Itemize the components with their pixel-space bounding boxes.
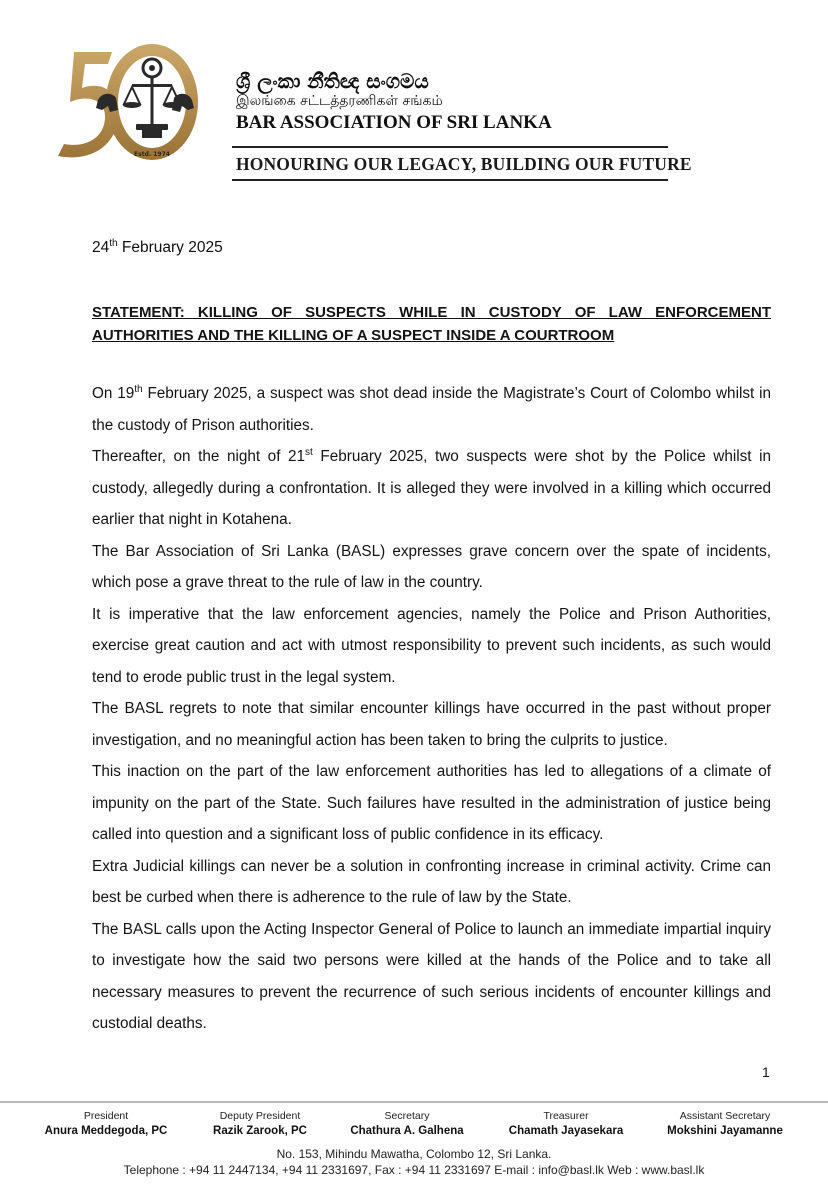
logo-established-badge: Estd. 1974	[134, 151, 170, 158]
officer-treasurer: Treasurer Chamath Jayasekara	[508, 1110, 624, 1137]
slogan: HONOURING OUR LEGACY, BUILDING OUR FUTURE	[236, 154, 692, 174]
sinhala-name: ශ්‍රී ලංකා නීතිඥ සංගමය	[236, 69, 429, 93]
slogan-top-rule	[232, 146, 668, 148]
paragraph: Thereafter, on the night of 21st February 2025, two suspects were shot by the Police whilst in custody, allegedly during a confrontation. It is alleged they were involved in a killing which occurred earlier that night in Kotahena.	[92, 446, 771, 528]
footer-rule	[0, 1101, 828, 1103]
office-bearers	[0, 1110, 828, 1142]
tamil-name: இலங்கை சட்டத்தரணிகள் சங்கம்	[236, 93, 443, 109]
slogan-bottom-rule	[232, 179, 668, 181]
footer-address: No. 153, Mihindu Mawatha, Colombo 12, Sri Lanka.	[276, 1147, 552, 1161]
page-number: 1	[762, 1064, 770, 1080]
paragraph: The Bar Association of Sri Lanka (BASL) expresses grave concern over the spate of incidents, which pose a grave threat to the rule of law in the country.	[92, 542, 771, 591]
statement-body	[92, 378, 771, 1040]
footer-contact: Telephone : +94 11 2447134, +94 11 2331697, Fax : +94 11 2331697 E-mail : info@basl.lk Web : www.basl.lk	[123, 1163, 705, 1177]
paragraph: This inaction on the part of the law enforcement authorities has led to allegations of a climate of impunity on the part of the State. Such failures have resulted in the administration of justice being called into question and a significant loss of public confidence in its efficacy.	[92, 763, 771, 843]
paragraph: It is imperative that the law enforcement agencies, namely the Police and Prison Authorities, exercise great caution and act with utmost responsibility to prevent such incidents, as such would tend to erode public trust in the legal system.	[92, 605, 771, 686]
paragraph: On 19th February 2025, a suspect was shot dead inside the Magistrate’s Court of Colombo whilst in the custody of Prison authorities.	[92, 383, 772, 434]
officer-deputy-president: Deputy President Razik Zarook, PC	[213, 1110, 307, 1137]
paragraph: Extra Judicial killings can never be a solution in confronting increase in criminal activity. Crime can best be curbed when there is adherence to the rule of law by the State.	[92, 857, 771, 906]
paragraph: The BASL regrets to note that similar encounter killings have occurred in the past without proper investigation, and no meaningful action has been taken to bring the culprits to justice.	[92, 700, 771, 749]
officer-secretary: Secretary Chathura A. Galhena	[350, 1110, 464, 1137]
officer-president: President Anura Meddegoda, PC	[44, 1110, 168, 1137]
organization-names	[236, 70, 552, 135]
basl-50-years-logo	[52, 38, 202, 170]
officer-assistant-secretary: Assistant Secretary Mokshini Jayamanne	[667, 1110, 783, 1137]
statement-title: STATEMENT: KILLING OF SUSPECTS WHILE IN CUSTODY OF LAW ENFORCEMENT AUTHORITIES AND THE KILLING OF A SUSPECT INSIDE A COURTROOM	[92, 304, 771, 344]
statement-date: 24th February 2025	[92, 238, 223, 257]
english-name: BAR ASSOCIATION OF SRI LANKA	[236, 112, 552, 133]
paragraph: The BASL calls upon the Acting Inspector General of Police to launch an immediate impartial inquiry to investigate how the said two persons were killed at the hands of the Police and to take all necessary measures to prevent the recurrence of such serious incidents of encounter killings and custodial deaths.	[92, 920, 771, 1032]
